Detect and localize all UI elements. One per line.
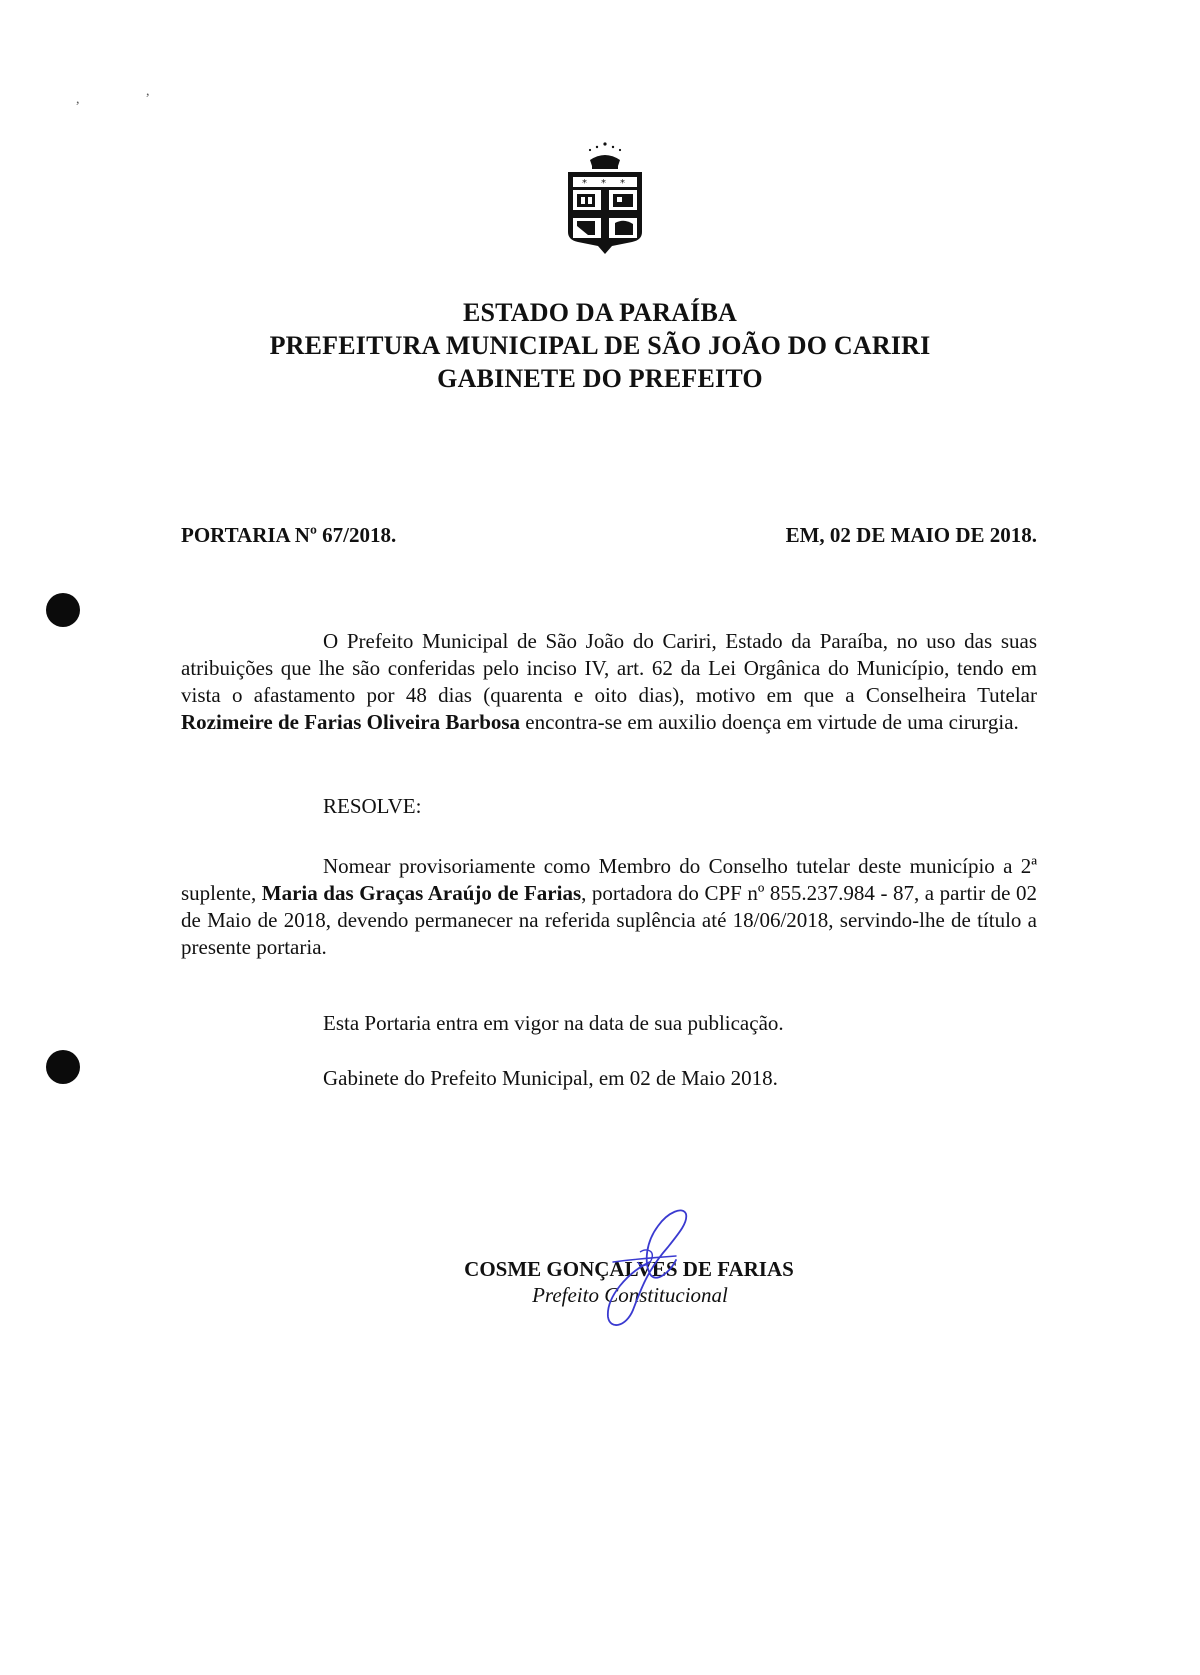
- letterhead: [0, 296, 1200, 395]
- handwritten-signature: [588, 1202, 708, 1332]
- signatory-name: COSME GONÇALVES DE FARIAS: [464, 1257, 794, 1281]
- paragraph-appointment: [181, 853, 1037, 961]
- punch-hole: [46, 1050, 80, 1084]
- paragraph-text: O Prefeito Municipal de São João do Cariri, Estado da Paraíba, no uso das suas atribuições que lhe são conferidas pelo inciso IV, art. 62 da Lei Orgânica do Município, tendo em vista o afastamento por 48 dias (quarenta e oito dias), motivo em que a Conselheira Tutelar: [181, 629, 1037, 707]
- counselor-name: Rozimeire de Farias Oliveira Barbosa: [181, 710, 521, 734]
- svg-text:*: *: [620, 178, 625, 189]
- effective-clause: Esta Portaria entra em vigor na data de sua publicação.: [323, 1011, 784, 1035]
- paragraph-text: encontra-se em auxilio doença em virtude de uma cirurgia.: [520, 710, 1019, 734]
- punch-hole: [46, 593, 80, 627]
- signatory-title: Prefeito Constitucional: [532, 1283, 728, 1307]
- header-prefecture: PREFEITURA MUNICIPAL DE SÃO JOÃO DO CARIRI: [269, 331, 931, 360]
- portaria-number: PORTARIA Nº 67/2018.: [181, 523, 397, 547]
- portaria-date: EM, 02 DE MAIO DE 2018.: [785, 523, 1037, 547]
- coat-of-arms-icon: [560, 140, 650, 258]
- paragraph-text: , portadora do CPF nº 855.237.984 - 87, a partir de 02 de Maio de 2018, devendo permanecer na referida suplência até 18/06/2018, servindo-lhe de título a presente portaria.: [181, 881, 1038, 959]
- header-office: GABINETE DO PREFEITO: [437, 364, 763, 393]
- paragraph-text: Nomear provisoriamente como Membro do Conselho tutelar deste município a 2ª suplente,: [181, 854, 1037, 905]
- resolve-heading: RESOLVE:: [323, 794, 422, 818]
- appointee-name: Maria das Graças Araújo de Farias: [261, 881, 582, 905]
- svg-text:*: *: [582, 178, 587, 189]
- place-date-line: Gabinete do Prefeito Municipal, em 02 de Maio 2018.: [323, 1066, 778, 1090]
- paragraph-considerations: [181, 628, 1037, 736]
- portaria-heading: [181, 523, 1037, 548]
- header-state: ESTADO DA PARAÍBA: [462, 298, 738, 327]
- scan-speck: ,: [76, 92, 80, 107]
- scan-speck: ,: [146, 84, 150, 99]
- svg-text:*: *: [601, 178, 606, 189]
